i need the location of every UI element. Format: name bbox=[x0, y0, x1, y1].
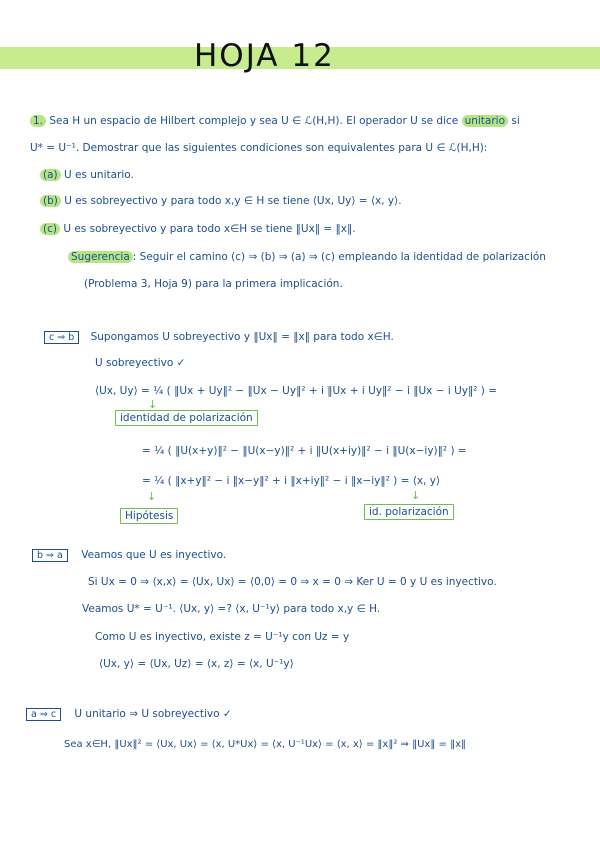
problem-text-1b: si bbox=[511, 115, 520, 127]
condition-b-label: (b) bbox=[40, 195, 61, 207]
down-arrow-icon: ↓ bbox=[148, 398, 158, 411]
id-polarizacion-box bbox=[364, 505, 454, 519]
proof-ba-line-2: Si Ux = 0 ⇒ ⟨x,x⟩ = ⟨Ux, Ux⟩ = ⟨0,0⟩ = 0 ⇒ x = 0 ⇒ Ker U = 0 y U es inyectivo. bbox=[88, 576, 497, 588]
proof-cb-line-1 bbox=[44, 330, 394, 345]
proof-cb-line-3: ⟨Ux, Uy⟩ = ¼ ( ‖Ux + Uy‖² − ‖Ux − Uy‖² + i ‖Ux + i Uy‖² − i ‖Ux − i Uy‖² ) = bbox=[95, 385, 498, 397]
proof-ac-text-1: U unitario ⇒ U sobreyectivo ✓ bbox=[74, 708, 232, 720]
unitario-highlight: unitario bbox=[462, 115, 508, 127]
sugerencia-text-1: : Seguir el camino (c) ⇒ (b) ⇒ (a) ⇒ (c) empleando la identidad de polarización bbox=[132, 251, 546, 263]
sugerencia-label: Sugerencia bbox=[68, 251, 133, 263]
proof-ba-line-1 bbox=[32, 548, 226, 563]
down-arrow-icon: ↓ bbox=[411, 489, 421, 502]
proof-ba-line-4: Como U es inyectivo, existe z = U⁻¹y con Uz = y bbox=[95, 631, 350, 643]
polarization-box-text: identidad de polarización bbox=[115, 410, 258, 426]
proof-cb-line-5: = ¼ ( ‖x+y‖² − i ‖x−y‖² + i ‖x+iy‖² − i ‖x−iy‖² ) = ⟨x, y⟩ bbox=[142, 475, 441, 487]
polarization-box bbox=[115, 411, 258, 425]
hipotesis-box-text: Hipótesis bbox=[120, 508, 178, 524]
problem-text-1a: Sea H un espacio de Hilbert complejo y sea U ∈ ℒ(H,H). El operador U se dice bbox=[49, 115, 459, 127]
id-polarizacion-box-text: id. polarización bbox=[364, 504, 454, 520]
condition-a-label: (a) bbox=[40, 169, 61, 181]
proof-cb-line-4: = ¼ ( ‖U(x+y)‖² − ‖U(x−y)‖² + i ‖U(x+iy)‖² − i ‖U(x−iy)‖² ) = bbox=[142, 445, 467, 457]
condition-c-text: U es sobreyectivo y para todo x∈H se tiene ‖Ux‖ = ‖x‖. bbox=[63, 223, 356, 235]
proof-cb-label: c ⇒ b bbox=[44, 331, 79, 344]
condition-c bbox=[40, 222, 356, 236]
proof-ba-line-5: ⟨Ux, y⟩ = ⟨Ux, Uz⟩ = ⟨x, z⟩ = ⟨x, U⁻¹y⟩ bbox=[99, 658, 294, 670]
condition-c-label: (c) bbox=[40, 223, 60, 235]
problem-line-1 bbox=[30, 114, 520, 128]
sugerencia-line-2: (Problema 3, Hoja 9) para la primera implicación. bbox=[84, 278, 343, 290]
condition-a-text: U es unitario. bbox=[63, 169, 134, 181]
proof-ac-line-2: Sea x∈H, ‖Ux‖² = ⟨Ux, Ux⟩ = ⟨x, U*Ux⟩ = ⟨x, U⁻¹Ux⟩ = ⟨x, x⟩ = ‖x‖² ⇒ ‖Ux‖ = ‖x‖ bbox=[64, 739, 466, 750]
problem-number: 1. bbox=[30, 115, 46, 127]
proof-ba-label: b ⇒ a bbox=[32, 549, 68, 562]
proof-cb-text-1: Supongamos U sobreyectivo y ‖Ux‖ = ‖x‖ para todo x∈H. bbox=[90, 331, 394, 343]
condition-b-text: U es sobreyectivo y para todo x,y ∈ H se tiene ⟨Ux, Uy⟩ = ⟨x, y⟩. bbox=[64, 195, 402, 207]
proof-ac-label: a ⇒ c bbox=[26, 708, 61, 721]
problem-line-2: U* = U⁻¹. Demostrar que las siguientes condiciones son equivalentes para U ∈ ℒ(H,H): bbox=[30, 142, 488, 154]
sugerencia-line-1 bbox=[68, 250, 546, 264]
down-arrow-icon: ↓ bbox=[147, 490, 157, 503]
proof-ba-line-3: Veamos U* = U⁻¹. ⟨Ux, y⟩ =? ⟨x, U⁻¹y⟩ para todo x,y ∈ H. bbox=[82, 603, 381, 615]
condition-b bbox=[40, 194, 402, 208]
proof-ac-line-1 bbox=[26, 707, 232, 722]
condition-a bbox=[40, 168, 134, 182]
hipotesis-box bbox=[120, 509, 178, 523]
proof-ba-text-1: Veamos que U es inyectivo. bbox=[81, 549, 227, 561]
page-title: HOJA 12 bbox=[194, 38, 335, 74]
proof-cb-line-2: U sobreyectivo ✓ bbox=[95, 357, 186, 369]
